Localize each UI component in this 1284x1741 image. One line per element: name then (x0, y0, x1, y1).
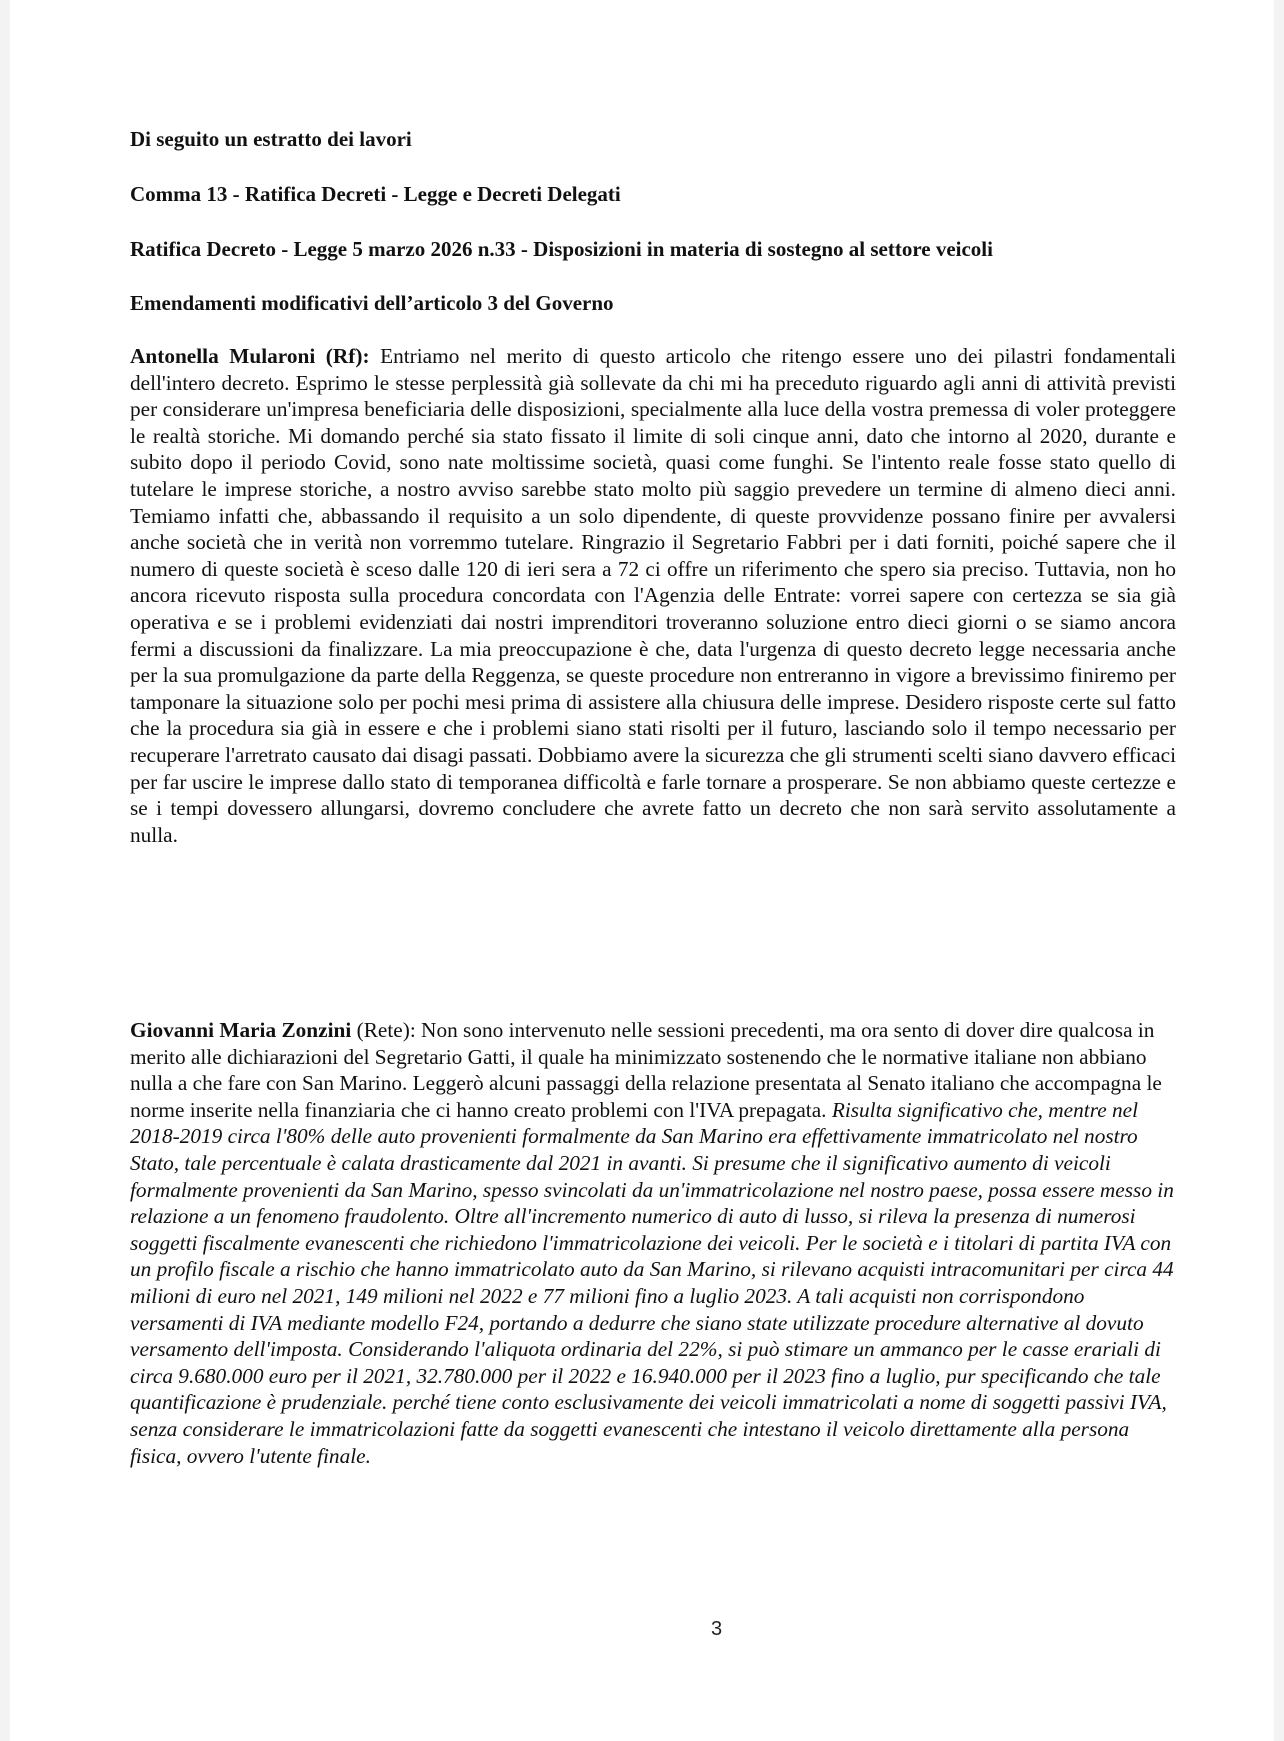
heading-comma: Comma 13 - Ratifica Decreti - Legge e Decreti Delegati (130, 182, 621, 206)
speaker-name: Giovanni Maria Zonzini (130, 1018, 352, 1042)
heading-extract-intro: Di seguito un estratto dei lavori (130, 127, 412, 151)
heading-ratifica-decreto: Ratifica Decreto - Legge 5 marzo 2026 n.33 - Disposizioni in materia di sostegno al settore veicoli (130, 237, 993, 261)
page-number: 3 (710, 1618, 723, 1640)
intervention-zonzini (130, 1017, 1176, 1469)
speaker-party: (Rete): (351, 1018, 416, 1042)
intervention-text: Entriamo nel merito di questo articolo che ritengo essere uno dei pilastri fondamentali dell'intero decreto. Esprimo le stesse perplessità già sollevate da chi mi ha preceduto riguardo agli anni di attività previsti per considerare un'impresa beneficiaria delle disposizioni, specialmente alla luce della vostra premessa di voler proteggere le realtà storiche. Mi domando perché sia stato fissato il limite di soli cinque anni, dato che intorno al 2020, durante e subito dopo il periodo Covid, sono nate moltissime società, quasi come funghi. Se l'intento reale fosse stato quello di tutelare le imprese storiche, a nostro avviso sarebbe stato molto più saggio prevedere un termine di almeno dieci anni. Temiamo infatti che, abbassando il requisito a un solo dipendente, di queste provvidenze possano finire per avvalersi anche società che in verità non vorremmo tutelare. Ringrazio il Segretario Fabbri per i dati forniti, poiché sapere che il numero di queste società è sceso dalle 120 di ieri sera a 72 ci offre un riferimento che spero sia preciso. Tuttavia, non ho ancora ricevuto risposta sulla procedura concordata con l'Agenzia delle Entrate: vorrei sapere con certezza se sia già operativa e se i problemi evidenziati dai nostri imprenditori troveranno soluzione entro dieci giorni o se siamo ancora fermi a discussioni da finalizzare. La mia preoccupazione è che, data l'urgenza di questo decreto legge necessaria anche per la sua promulgazione da parte della Reggenza, se queste procedure non entreranno in vigore a brevissimo finiremo per tamponare la situazione solo per pochi mesi prima di assistere alla chiusura delle imprese. Desidero risposte certe sul fatto che la procedura sia già in essere e che i problemi siano stati risolti per il futuro, lasciando solo il tempo necessario per recuperare l'arretrato causato dai disagi passati. Dobbiamo avere la sicurezza che gli strumenti scelti siano davvero efficaci per far uscire le imprese dallo stato di temporanea difficoltà e farle tornare a prosperare. Se non abbiamo queste certezze e se i tempi dovessero allungarsi, dovremo concludere che avrete fatto un decreto che non sarà servito assolutamente a nulla. (130, 344, 1176, 847)
heading-emendamenti: Emendamenti modificativi dell’articolo 3 del Governo (130, 291, 614, 315)
page-edge-right (1274, 0, 1284, 1741)
page-edge-left (0, 0, 10, 1741)
speaker-name: Antonella Mularoni (Rf): (130, 344, 370, 368)
quoted-report-text: Risulta significativo che, mentre nel 2018-2019 circa l'80% delle auto provenienti formalmente da San Marino era effettivamente immatricolato nel nostro Stato, tale percentuale è calata drasticamente dal 2021 in avanti. Si presume che il significativo aumento di veicoli formalmente provenienti da San Marino, spesso svincolati da un'immatricolazione nel nostro paese, possa essere messo in relazione a un fenomeno fraudolento. Oltre all'incremento numerico di auto di lusso, si rileva la presenza di numerosi soggetti fiscalmente evanescenti che richiedono l'immatricolazione dei veicoli. Per le società e i titolari di partita IVA con un profilo fiscale a rischio che hanno immatricolato auto da San Marino, si rilevano acquisti intracomunitari per circa 44 milioni di euro nel 2021, 149 milioni nel 2022 e 77 milioni fino a luglio 2023. A tali acquisti non corrispondono versamenti di IVA mediante modello F24, portando a dedurre che siano state utilizzate procedure alternative al dovuto versamento dell'imposta. Considerando l'aliquota ordinaria del 22%, si può stimare un ammanco per le casse erariali di circa 9.680.000 euro per il 2021, 32.780.000 per il 2022 e 16.940.000 per il 2023 fino a luglio, pur specificando che tale quantificazione è prudenziale. perché tiene conto esclusivamente dei veicoli immatricolati a nome di soggetti passivi IVA, senza considerare le immatricolazioni fatte da soggetti evanescenti che intestano il veicolo direttamente alla persona fisica, ovvero l'utente finale. (130, 1097, 1174, 1468)
intervention-mularoni (130, 343, 1176, 848)
intervention-text: Non sono intervenuto nelle sessioni precedenti, ma ora sento di dover dire qualcosa in merito alle dichiarazioni del Segretario Gatti, il quale ha minimizzato sostenendo che le normative italiane non abbiano nulla a che fare con San Marino. Leggerò alcuni passaggi della relazione presentata al Senato italiano che accompagna le norme inserite nella finanziaria che ci hanno creato problemi con l'IVA prepagata. (130, 1018, 1162, 1122)
